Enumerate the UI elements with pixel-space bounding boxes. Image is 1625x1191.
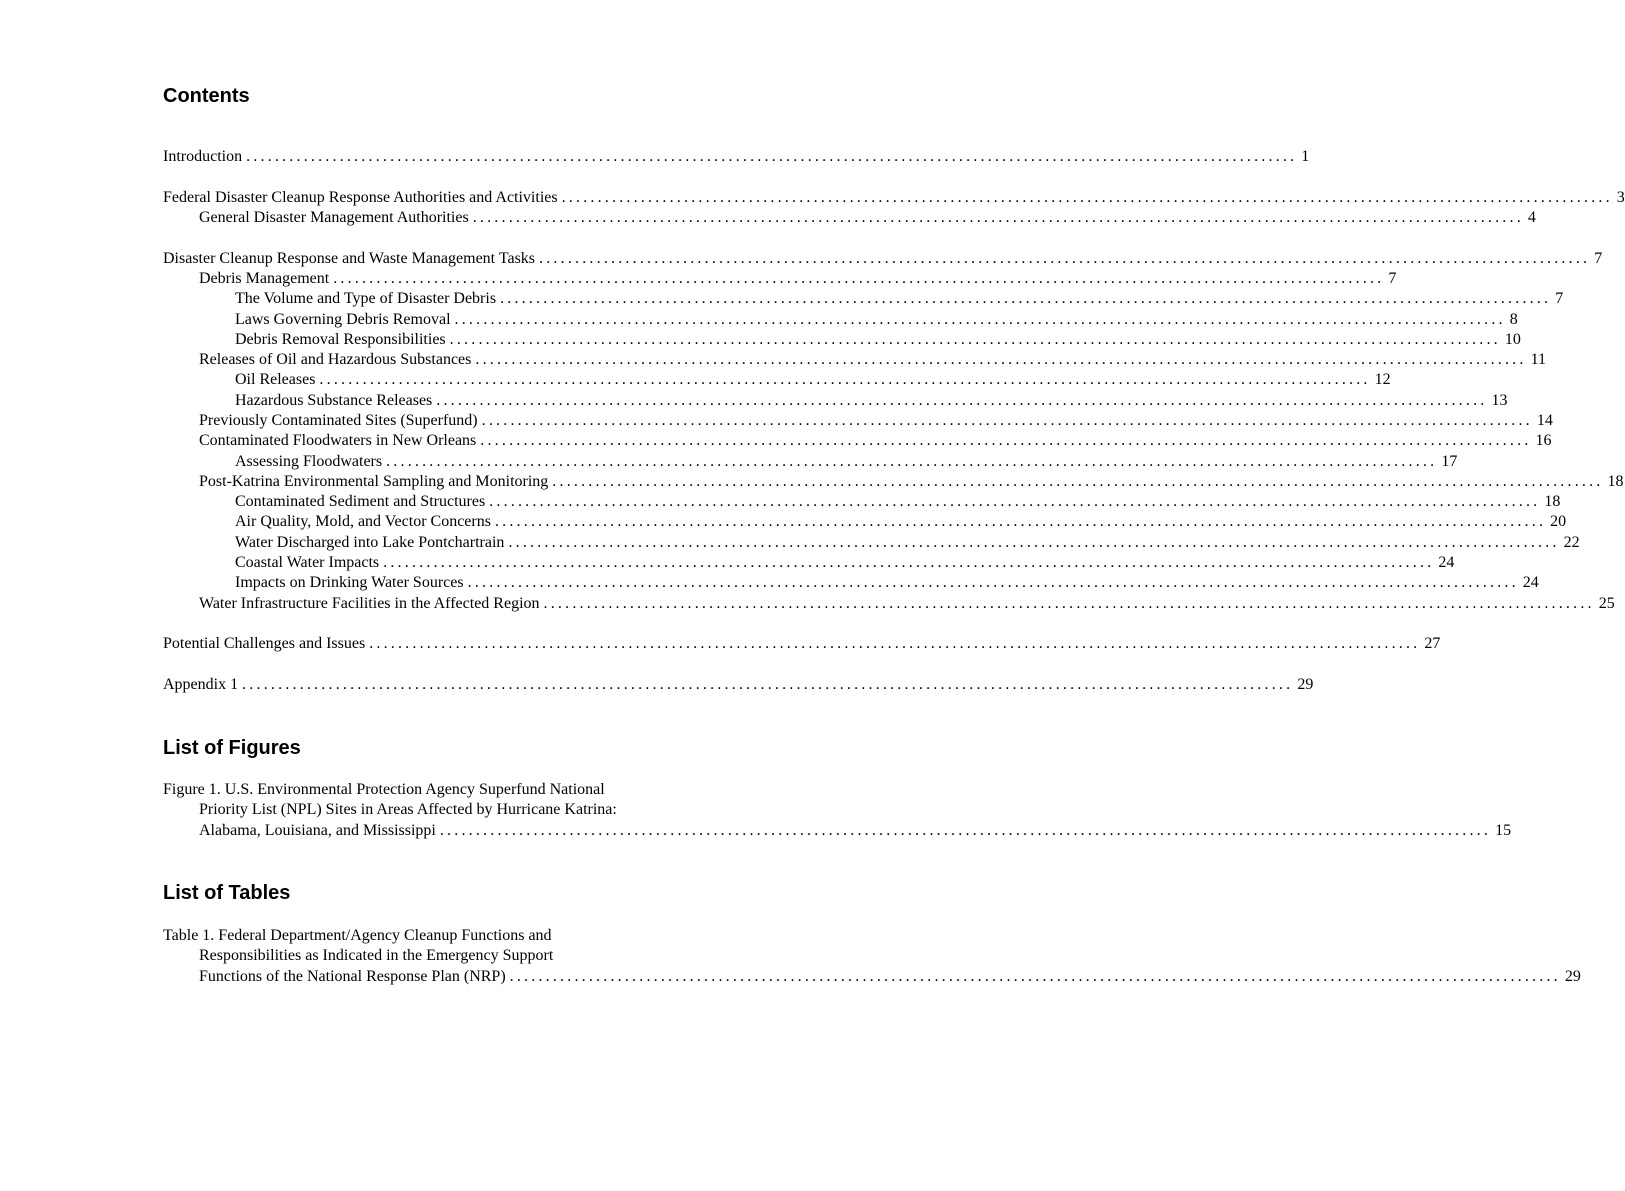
- toc-entry-title: Water Discharged into Lake Pontchartrain: [235, 534, 505, 551]
- toc-entry-title: Disaster Cleanup Response and Waste Management Tasks: [163, 250, 536, 267]
- leader-dots: ..................................................................................................................................................: [333, 270, 1385, 287]
- toc-entry-page: 18: [1607, 473, 1624, 490]
- toc-entry-page: 18: [1544, 493, 1561, 510]
- toc-entry-title: Air Quality, Mold, and Vector Concerns: [235, 513, 491, 530]
- leader-dots: ..................................................................................................................................................: [475, 351, 1527, 368]
- leader-dots: ..................................................................................................................................................: [242, 676, 1294, 693]
- figure-entry-line: Priority List (NPL) Sites in Areas Affected by Hurricane Katrina:: [199, 801, 617, 819]
- contents-heading: Contents: [163, 85, 250, 107]
- toc-entry: [163, 147, 1310, 167]
- toc-entry: [199, 411, 1553, 431]
- figure-entry: [163, 780, 1512, 841]
- toc-entry-page: 16: [1535, 432, 1552, 449]
- toc-entry-title: Introduction: [163, 148, 243, 165]
- table-entry-line: Responsibilities as Indicated in the Emergency Support: [199, 947, 554, 965]
- toc-entry-title: Assessing Floodwaters: [235, 453, 383, 470]
- leader-dots: ..................................................................................................................................................: [449, 331, 1501, 348]
- figure-entry-last-line: [163, 821, 1512, 841]
- toc-entry: [199, 594, 1615, 614]
- table-entry: [163, 926, 1581, 987]
- leader-dots: ..................................................................................................................................................: [246, 148, 1298, 165]
- toc-entry-page: 24: [1438, 554, 1455, 571]
- toc-entry: [235, 512, 1567, 532]
- table-entry-page: 29: [1564, 967, 1581, 985]
- toc-entry: [199, 472, 1624, 492]
- toc-entry-title: Contaminated Floodwaters in New Orleans: [199, 432, 477, 449]
- toc-entry: [235, 452, 1458, 472]
- toc-entry-page: 25: [1598, 595, 1615, 612]
- toc-entry-page: 27: [1424, 635, 1441, 652]
- toc-entry-title: Coastal Water Impacts: [235, 554, 380, 571]
- table-entry-title: Functions of the National Response Plan (NRP): [199, 967, 506, 985]
- toc-entry-page: 24: [1522, 574, 1539, 591]
- toc-entry-page: 7: [1594, 250, 1603, 267]
- toc-entry-title: General Disaster Management Authorities: [199, 209, 469, 226]
- toc-entry-title: Appendix 1: [163, 676, 239, 693]
- leader-dots: ..................................................................................................................................................: [500, 290, 1552, 307]
- figure-entry-page: 15: [1495, 821, 1512, 839]
- leader-dots: ..................................................................................................................................................: [508, 534, 1560, 551]
- toc-entry-title: Releases of Oil and Hazardous Substances: [199, 351, 472, 368]
- toc-entry-title: Previously Contaminated Sites (Superfund): [199, 412, 478, 429]
- toc-entry-page: 7: [1388, 270, 1397, 287]
- toc-entry-title: Contaminated Sediment and Structures: [235, 493, 486, 510]
- leader-dots: ..................................................................................................................................................: [543, 595, 1595, 612]
- toc-entry-page: 22: [1563, 534, 1580, 551]
- toc-entry-page: 20: [1550, 513, 1567, 530]
- toc-entry: [235, 573, 1539, 593]
- leader-dots: ..................................................................................................................................................: [454, 311, 1506, 328]
- toc-entry: [163, 188, 1625, 208]
- toc-entry-title: Debris Management: [199, 270, 330, 287]
- toc-entry-title: Potential Challenges and Issues: [163, 635, 366, 652]
- toc-entry-title: Federal Disaster Cleanup Response Authorities and Activities: [163, 189, 558, 206]
- toc-entry: [235, 391, 1508, 411]
- toc-entry-page: 11: [1530, 351, 1546, 368]
- leader-dots: ..................................................................................................................................................: [480, 432, 1532, 449]
- toc-entry: [235, 330, 1521, 350]
- toc-entry-page: 14: [1536, 412, 1553, 429]
- toc-entry: [235, 492, 1561, 512]
- leader-dots: ..................................................................................................................................................: [436, 392, 1488, 409]
- table-entry-last-line: [163, 967, 1581, 987]
- toc-entry-title: The Volume and Type of Disaster Debris: [235, 290, 497, 307]
- toc-entry-page: 13: [1491, 392, 1508, 409]
- leader-dots: ..................................................................................................................................................: [552, 473, 1604, 490]
- toc-entry: [199, 350, 1546, 370]
- leader-dots: ..................................................................................................................................................: [494, 513, 1547, 530]
- leader-dots: ..................................................................................................................................................: [561, 189, 1613, 206]
- toc-entry-page: 12: [1374, 371, 1391, 388]
- leader-dots: ..................................................................................................................................................: [472, 209, 1524, 226]
- toc-entry-page: 10: [1504, 331, 1521, 348]
- toc-entry-title: Oil Releases: [235, 371, 316, 388]
- leader-dots: ..................................................................................................................................................: [319, 371, 1371, 388]
- leader-dots: ..................................................................................................................................................: [383, 554, 1435, 571]
- figure-entry-title: Alabama, Louisiana, and Mississippi: [199, 821, 436, 839]
- leader-dots: ..................................................................................................................................................: [539, 250, 1591, 267]
- table-entry-line: Table 1. Federal Department/Agency Cleanup Functions and: [163, 927, 552, 944]
- leader-dots: ..................................................................................................................................................: [509, 967, 1561, 985]
- toc-entry-title: Hazardous Substance Releases: [235, 392, 433, 409]
- leader-dots: ..................................................................................................................................................: [481, 412, 1533, 429]
- leader-dots: ..................................................................................................................................................: [386, 453, 1438, 470]
- toc-entry: [235, 553, 1455, 573]
- toc-entry-page: 1: [1301, 148, 1310, 165]
- toc-entry: [235, 310, 1518, 330]
- toc-entry-title: Water Infrastructure Facilities in the Affected Region: [199, 595, 540, 612]
- leader-dots: ..................................................................................................................................................: [369, 635, 1421, 652]
- leader-dots: ..................................................................................................................................................: [467, 574, 1519, 591]
- leader-dots: ..................................................................................................................................................: [439, 821, 1492, 839]
- toc-entry-page: 29: [1297, 676, 1314, 693]
- toc-entry-title: Impacts on Drinking Water Sources: [235, 574, 464, 591]
- toc-entry: [163, 634, 1441, 654]
- toc-entry: [199, 431, 1552, 451]
- toc-entry-page: 4: [1527, 209, 1536, 226]
- toc-entry: [199, 269, 1397, 289]
- toc-entry-title: Debris Removal Responsibilities: [235, 331, 446, 348]
- toc-entry: [163, 249, 1603, 269]
- toc-entry-title: Laws Governing Debris Removal: [235, 311, 451, 328]
- leader-dots: ..................................................................................................................................................: [489, 493, 1541, 510]
- toc-entry-page: 17: [1441, 453, 1458, 470]
- figures-heading: List of Figures: [163, 737, 301, 759]
- toc-entry: [235, 533, 1580, 553]
- toc-entry-page: 8: [1509, 311, 1518, 328]
- toc-entry: [235, 370, 1391, 390]
- tables-heading: List of Tables: [163, 882, 291, 904]
- figure-entry-line: Figure 1. U.S. Environmental Protection Agency Superfund National: [163, 781, 605, 798]
- toc-entry-page: 3: [1616, 189, 1625, 206]
- toc-entry: [235, 289, 1564, 309]
- toc-entry-page: 7: [1555, 290, 1564, 307]
- toc-entry-title: Post-Katrina Environmental Sampling and Monitoring: [199, 473, 549, 490]
- toc-entry: [199, 208, 1536, 228]
- toc-entry: [163, 675, 1314, 695]
